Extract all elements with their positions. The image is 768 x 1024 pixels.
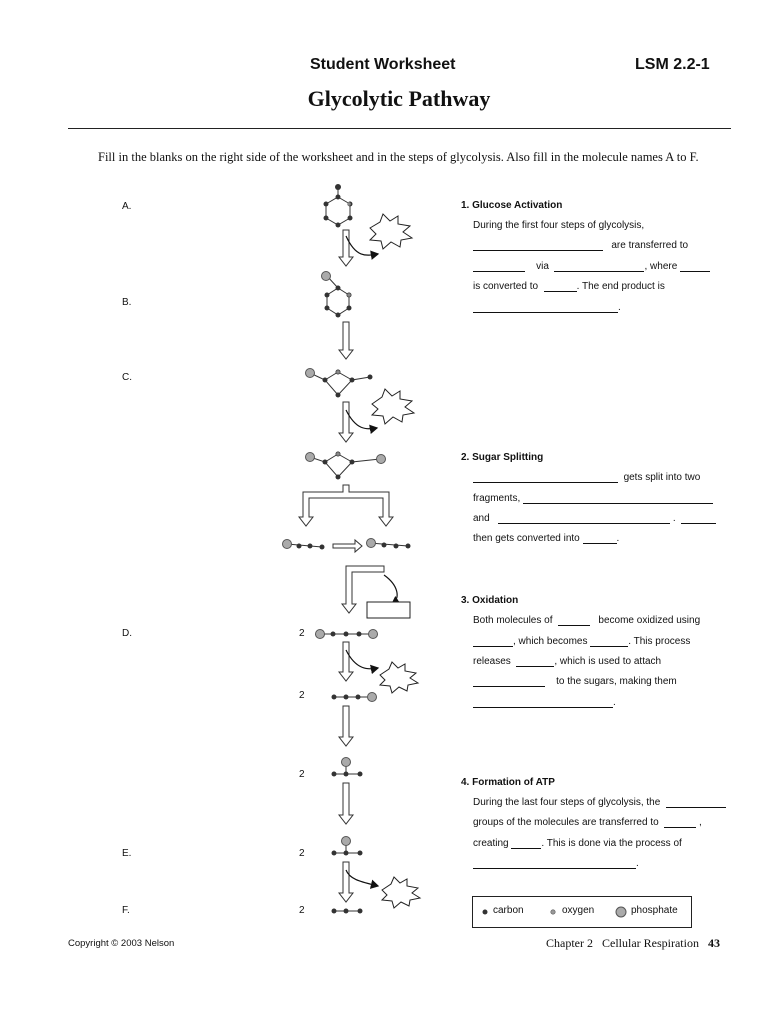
section-1-line: via , where bbox=[473, 261, 710, 272]
answer-blank[interactable] bbox=[554, 261, 644, 272]
answer-blank[interactable] bbox=[473, 636, 513, 647]
section-3-line: . bbox=[473, 697, 616, 708]
multiplier: 2 bbox=[299, 848, 305, 859]
section-1-text: During the first four steps of glycolysis, bbox=[473, 220, 645, 231]
section-1-heading: 1. Glucose Activation bbox=[461, 200, 563, 211]
molecule-label-f: F. bbox=[122, 905, 130, 916]
phosphate-icon bbox=[616, 907, 626, 917]
section-4-line: During the last four steps of glycolysis, the bbox=[473, 797, 726, 808]
chapter-title: Cellular Respiration bbox=[602, 936, 699, 950]
multiplier: 2 bbox=[299, 628, 305, 639]
molecule-label-e: E. bbox=[122, 848, 132, 859]
legend-box bbox=[472, 896, 692, 928]
answer-blank[interactable] bbox=[473, 676, 545, 687]
molecule-label-d: D. bbox=[122, 628, 132, 639]
answer-blank[interactable] bbox=[473, 858, 636, 869]
answer-blank[interactable] bbox=[680, 261, 710, 272]
carbon-icon bbox=[483, 910, 488, 915]
section-2-heading: 2. Sugar Splitting bbox=[461, 452, 544, 463]
section-2-line: and . bbox=[473, 513, 716, 524]
section-3-line: releases , which is used to attach bbox=[473, 656, 662, 667]
copyright: Copyright © 2003 Nelson bbox=[68, 938, 175, 949]
page-number: 43 bbox=[707, 936, 720, 950]
multiplier: 2 bbox=[299, 690, 305, 701]
answer-blank[interactable] bbox=[666, 797, 726, 808]
legend-carbon: carbon bbox=[493, 905, 524, 916]
answer-blank[interactable] bbox=[473, 697, 613, 708]
oxygen-icon bbox=[551, 910, 555, 914]
molecule-label-c: C. bbox=[122, 372, 132, 383]
answer-blank[interactable] bbox=[590, 636, 628, 647]
section-1-line: . bbox=[473, 302, 621, 313]
section-1-line: is converted to . The end product is bbox=[473, 281, 665, 292]
section-2-line: gets split into two bbox=[473, 472, 700, 483]
page-title: Glycolytic Pathway bbox=[307, 86, 491, 111]
answer-blank[interactable] bbox=[516, 656, 554, 667]
answer-blank[interactable] bbox=[473, 261, 525, 272]
section-3-line: to the sugars, making them bbox=[473, 676, 677, 687]
answer-blank[interactable] bbox=[523, 493, 713, 504]
section-4-line: creating . This is done via the process of bbox=[473, 838, 682, 849]
answer-blank[interactable] bbox=[681, 513, 716, 524]
chapter-number: Chapter 2 bbox=[546, 936, 593, 950]
multiplier: 2 bbox=[299, 769, 305, 780]
answer-blank[interactable] bbox=[473, 240, 603, 251]
page-footer bbox=[546, 936, 720, 951]
instructions: Fill in the blanks on the right side of the worksheet and in the steps of glycolysis. Also fill in the molecule names A to F. bbox=[98, 150, 699, 164]
answer-blank[interactable] bbox=[473, 302, 618, 313]
section-1-line: are transferred to bbox=[473, 240, 688, 251]
section-3-line: Both molecules of become oxidized using bbox=[473, 615, 701, 626]
section-4-line: groups of the molecules are transferred to , bbox=[473, 817, 702, 828]
section-3-heading: 3. Oxidation bbox=[461, 595, 519, 606]
answer-blank[interactable] bbox=[664, 817, 696, 828]
answer-blank[interactable] bbox=[544, 281, 577, 292]
section-2-line: fragments, bbox=[473, 493, 713, 504]
legend-phosphate: phosphate bbox=[631, 905, 678, 916]
legend-oxygen: oxygen bbox=[562, 905, 595, 916]
answer-blank[interactable] bbox=[498, 513, 670, 524]
answer-blank[interactable] bbox=[511, 838, 541, 849]
section-2-line: then gets converted into . bbox=[473, 533, 620, 544]
molecule-label-b: B. bbox=[122, 297, 132, 308]
answer-blank[interactable] bbox=[583, 533, 617, 544]
molecule-label-a: A. bbox=[122, 201, 132, 212]
worksheet-code: LSM 2.2-1 bbox=[635, 56, 710, 73]
worksheet-label: Student Worksheet bbox=[310, 56, 456, 73]
multiplier: 2 bbox=[299, 905, 305, 916]
section-3-line: , which becomes . This process bbox=[473, 636, 690, 647]
answer-blank[interactable] bbox=[473, 472, 618, 483]
answer-blank[interactable] bbox=[558, 615, 590, 626]
section-4-heading: 4. Formation of ATP bbox=[461, 777, 555, 788]
section-4-line: . bbox=[473, 858, 639, 869]
